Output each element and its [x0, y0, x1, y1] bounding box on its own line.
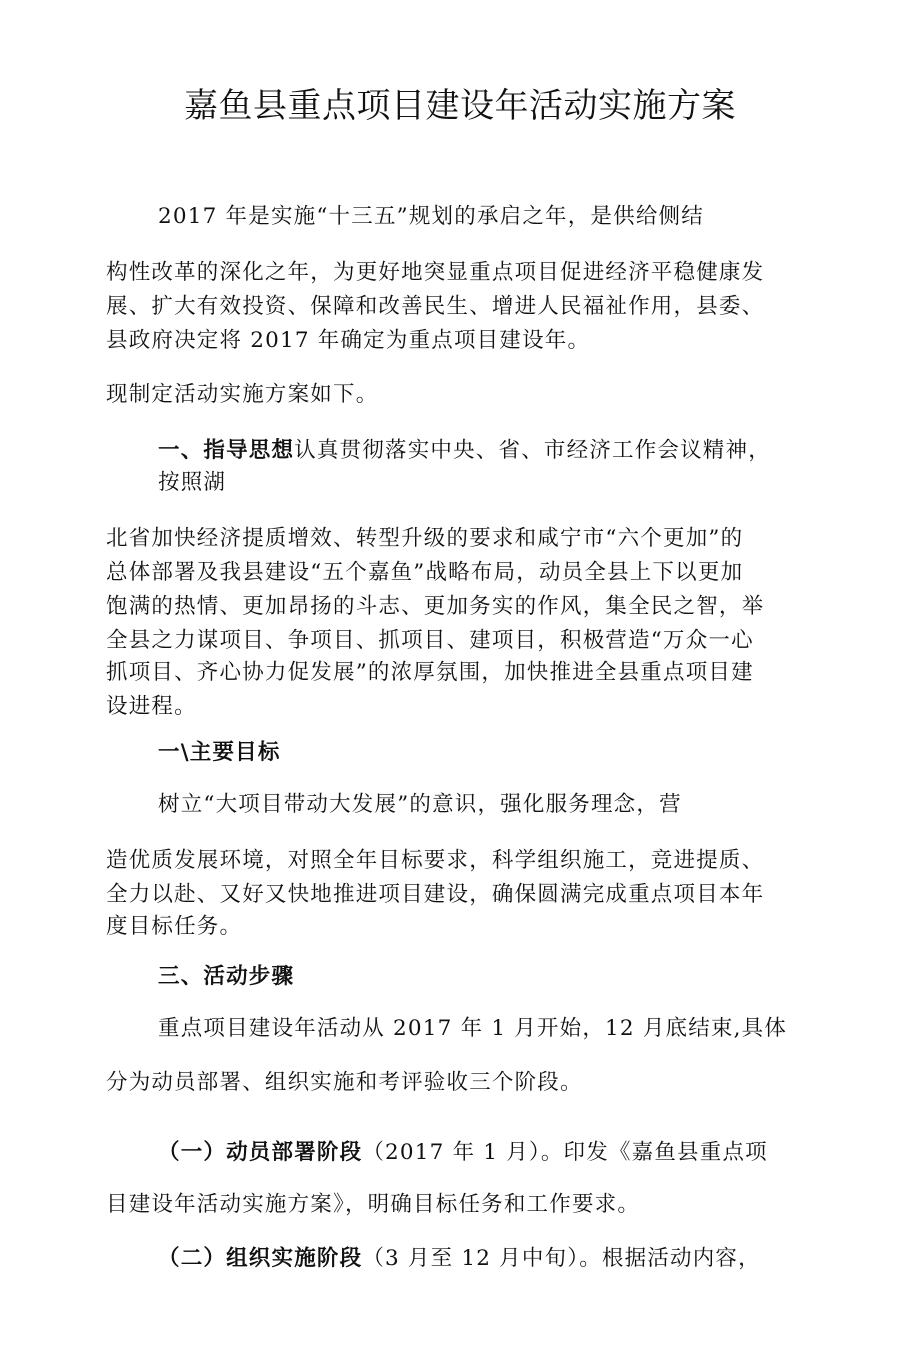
intro-line-3: 展、扩大有效投资、保障和改善民生、增进人民福祉作用，县委、	[106, 294, 765, 319]
section1-line1-text: 认真贯彻落实中央、省、市经济工作会议精神，	[294, 438, 771, 463]
intro-line-2: 构性改革的深化之年，为更好地突显重点项目促进经济平稳健康发	[106, 260, 765, 285]
section1-line-4: 总体部署及我县建设“五个嘉鱼”战略布局，动员全县上下以更加	[106, 560, 744, 585]
phase2-first-line	[158, 1244, 761, 1274]
phase1-heading: （一）动员部署阶段	[158, 1140, 363, 1165]
section3-line-2: 分为动员部署、组织实施和考评验收三个阶段。	[106, 1070, 583, 1095]
section3-line-1: 重点项目建设年活动从 2017 年 1 月开始，12 月底结束,具体	[158, 1016, 788, 1041]
section2-line-2: 造优质发展环境，对照全年目标要求，科学组织施工，竞进提质、	[106, 848, 765, 873]
section1-heading: 一、指导思想	[158, 438, 295, 463]
section1-line-2: 按照湖	[158, 470, 227, 495]
phase2-heading: （二）组织实施阶段	[158, 1246, 363, 1271]
section1-line-6: 全县之力谋项目、争项目、抓项目、建项目，积极营造“万众一心	[106, 628, 754, 653]
section2-heading: 一\主要目标	[158, 740, 281, 765]
phase2-line1-text: （3 月至 12 月中旬）。根据活动内容，	[362, 1246, 761, 1271]
phase1-line-2: 目建设年活动实施方案》，明确目标任务和工作要求。	[106, 1192, 641, 1217]
section2-line-3: 全力以赴、又好又快地推进项目建设，确保圆满完成重点项目本年	[106, 882, 765, 907]
section3-heading: 三、活动步骤	[158, 964, 295, 989]
section1-first-line	[158, 436, 771, 466]
document-title: 嘉鱼县重点项目建设年活动实施方案	[184, 86, 736, 126]
section2-line-4: 度目标任务。	[106, 914, 243, 939]
section1-line-5: 饱满的热情、更加昂扬的斗志、更加务实的作风，集全民之智，举	[106, 594, 765, 619]
intro-line-4: 县政府决定将 2017 年确定为重点项目建设年。	[106, 328, 591, 353]
section2-line-1: 树立“大项目带动大发展”的意识，强化服务理念，营	[158, 792, 682, 817]
phase1-first-line	[158, 1138, 768, 1168]
section1-line-7: 抓项目、齐心协力促发展”的浓厚氛围，加快推进全县重点项目建	[106, 660, 754, 685]
intro-line-5: 现制定活动实施方案如下。	[106, 382, 379, 407]
phase1-line1-text: （2017 年 1 月）。印发《嘉鱼县重点项	[362, 1140, 768, 1165]
intro-line-1: 2017 年是实施“十三五”规划的承启之年，是供给侧结	[158, 204, 704, 229]
section1-line-8: 设进程。	[106, 694, 197, 719]
section1-line-3: 北省加快经济提质增效、转型升级的要求和咸宁市“六个更加”的	[106, 526, 744, 551]
